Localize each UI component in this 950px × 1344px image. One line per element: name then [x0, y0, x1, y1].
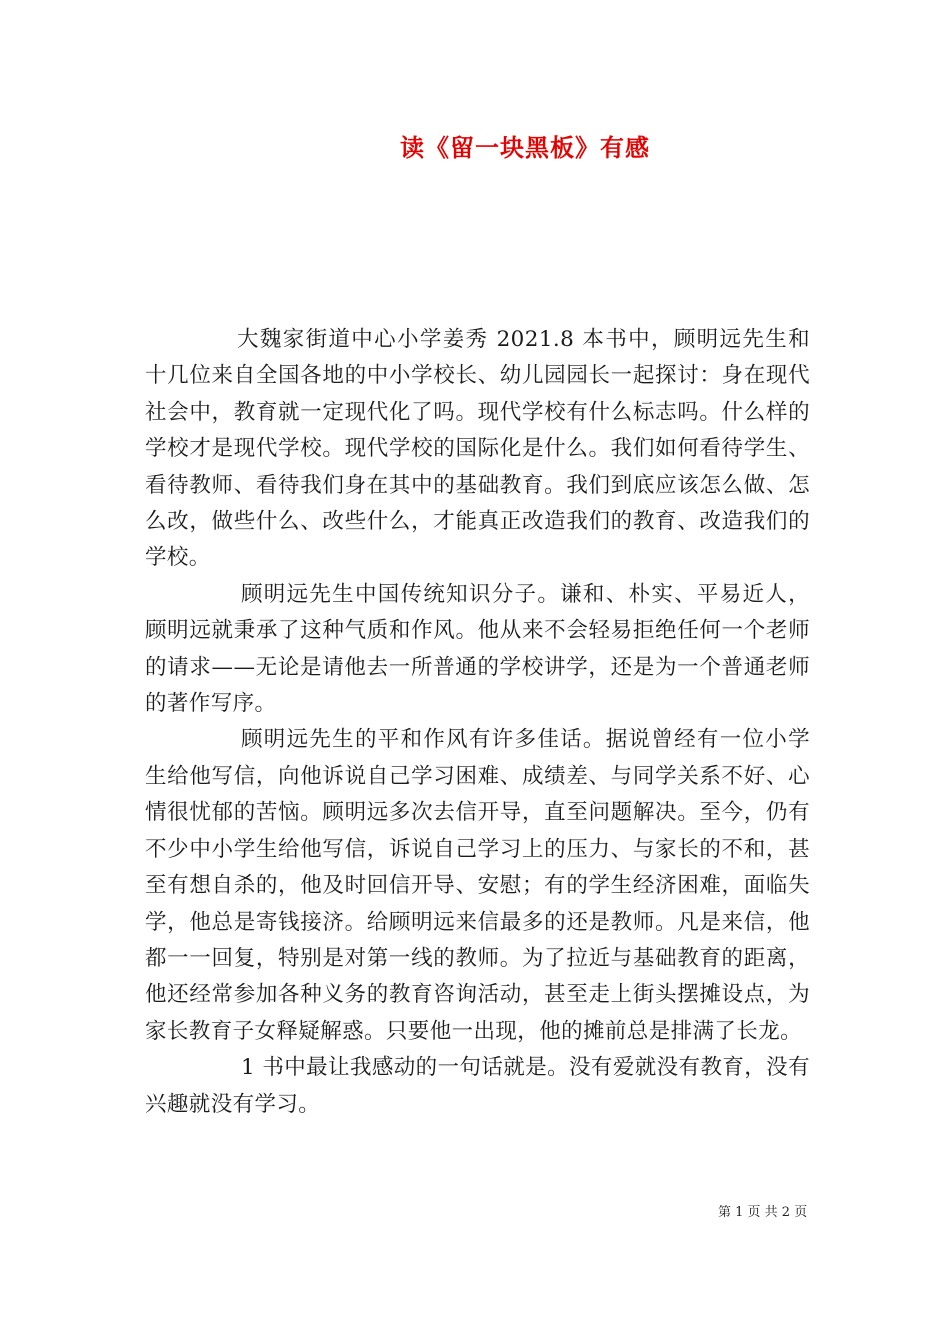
page-number-footer: 第 1 页 共 2 页 [718, 1205, 808, 1220]
paragraph-4: 1 书中最让我感动的一句话就是。没有爱就没有教育，没有兴趣就没有学习。 [145, 1055, 810, 1117]
document-body [145, 322, 810, 1123]
paragraph-2: 顾明远先生中国传统知识分子。谦和、朴实、平易近人，顾明远就秉承了这种气质和作风。他从来不会轻易拒绝任何一个老师的请求——无论是请他去一所普通的学校讲学，还是为一个普通老师的著作写序。 [145, 581, 810, 717]
paragraph-1: 大魏家街道中心小学姜秀 2021.8 本书中，顾明远先生和十几位来自全国各地的中小学校长、幼儿园园长一起探讨：身在现代社会中，教育就一定现代化了吗。现代学校有什么标志吗。什么样的学校才是现代学校。现代学校的国际化是什么。我们如何看待学生、看待教师、看待我们身在其中的基础教育。我们到底应该怎么做、怎么改，做些什么、改些什么，才能真正改造我们的教育、改造我们的学校。 [145, 327, 810, 571]
document-title: 读《留一块黑板》有感 [400, 133, 650, 162]
paragraph-3: 顾明远先生的平和作风有许多佳话。据说曾经有一位小学生给他写信，向他诉说自己学习困难、成绩差、与同学关系不好、心情很忧郁的苦恼。顾明远多次去信开导，直至问题解决。至今，仍有不少中小学生给他写信，诉说自己学习上的压力、与家长的不和，甚至有想自杀的，他及时回信开导、安慰；有的学生经济困难，面临失学，他总是寄钱接济。给顾明远来信最多的还是教师。凡是来信，他都一一回复，特别是对第一线的教师。为了拉近与基础教育的距离，他还经常参加各种义务的教育咨询活动，甚至走上街头摆摊设点，为家长教育子女释疑解惑。只要他一出现，他的摊前总是排满了长龙。 [145, 727, 810, 1044]
